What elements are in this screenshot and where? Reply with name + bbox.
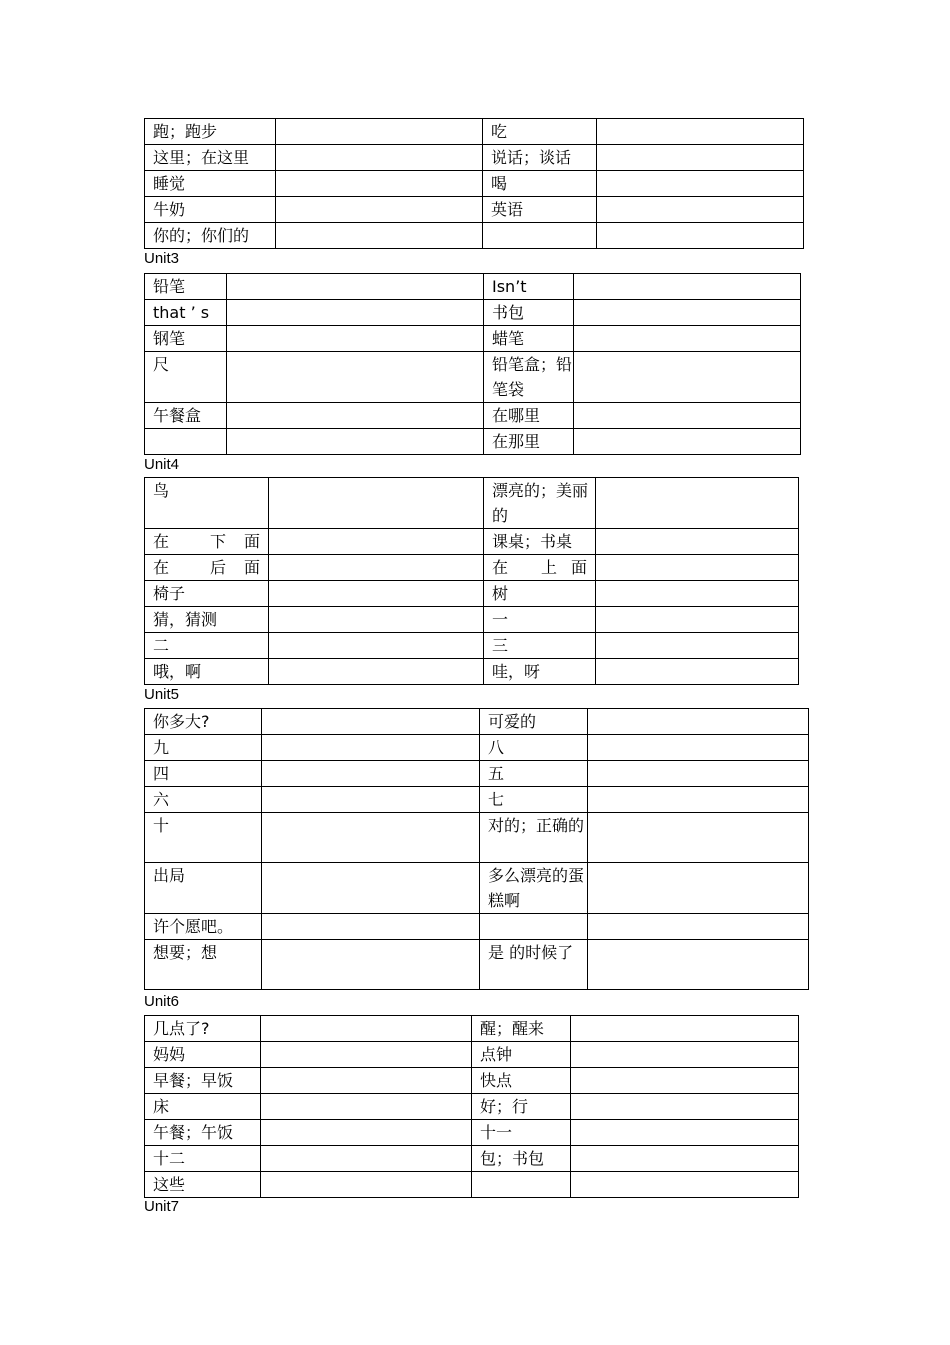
- chinese-cell: 在 上面: [484, 555, 596, 581]
- chinese-cell: 四: [145, 761, 262, 787]
- answer-cell[interactable]: [269, 529, 484, 555]
- table-row: [145, 659, 799, 685]
- answer-cell[interactable]: [571, 1120, 799, 1146]
- chinese-cell: 在 后面: [145, 555, 269, 581]
- table-row: [145, 914, 809, 940]
- chinese-cell: 早餐；早饭: [145, 1068, 261, 1094]
- chinese-cell: 想要；想: [145, 940, 262, 990]
- answer-cell[interactable]: [262, 914, 480, 940]
- answer-cell[interactable]: [596, 529, 799, 555]
- answer-cell[interactable]: [588, 735, 809, 761]
- answer-cell[interactable]: [588, 863, 809, 914]
- answer-cell[interactable]: [269, 555, 484, 581]
- answer-cell[interactable]: [588, 813, 809, 863]
- chinese-cell: 英语: [483, 197, 597, 223]
- chinese-cell: 快点: [472, 1068, 571, 1094]
- chinese-cell: 可爱的: [480, 709, 588, 735]
- chinese-cell: 你的；你们的: [145, 223, 276, 249]
- chinese-cell: 跑；跑步: [145, 119, 276, 145]
- chinese-cell: 在 下面: [145, 529, 269, 555]
- chinese-cell: 妈妈: [145, 1042, 261, 1068]
- answer-cell[interactable]: [227, 274, 484, 300]
- chinese-cell: 这些: [145, 1172, 261, 1198]
- chinese-cell: 鸟: [145, 478, 269, 529]
- chinese-cell: 书包: [484, 300, 574, 326]
- table-row: [145, 555, 799, 581]
- chinese-cell: 这里；在这里: [145, 145, 276, 171]
- table-row: [145, 761, 809, 787]
- chinese-cell: 醒；醒来: [472, 1016, 571, 1042]
- table-row: [145, 274, 801, 300]
- table-row: [145, 352, 801, 403]
- answer-cell[interactable]: [276, 119, 483, 145]
- chinese-cell: 好；行: [472, 1094, 571, 1120]
- unit-title: Unit6: [144, 993, 180, 1010]
- answer-cell[interactable]: [276, 171, 483, 197]
- answer-cell[interactable]: [588, 914, 809, 940]
- unit-title: Unit7: [144, 1198, 180, 1215]
- chinese-cell: 蜡笔: [484, 326, 574, 352]
- chinese-cell: 喝: [483, 171, 597, 197]
- chinese-cell: 五: [480, 761, 588, 787]
- chinese-cell: 猜，猜测: [145, 607, 269, 633]
- chinese-cell: 你多大?: [145, 709, 262, 735]
- chinese-cell: 牛奶: [145, 197, 276, 223]
- table-row: [145, 735, 809, 761]
- chinese-cell: 十一: [472, 1120, 571, 1146]
- answer-cell[interactable]: [571, 1146, 799, 1172]
- answer-cell[interactable]: [227, 326, 484, 352]
- answer-cell[interactable]: [596, 607, 799, 633]
- answer-cell[interactable]: [571, 1094, 799, 1120]
- table-row: [145, 1094, 799, 1120]
- answer-cell[interactable]: [227, 300, 484, 326]
- answer-cell[interactable]: [597, 197, 804, 223]
- answer-cell[interactable]: [262, 735, 480, 761]
- chinese-cell: 十: [145, 813, 262, 863]
- answer-cell[interactable]: [262, 940, 480, 990]
- table-row: [145, 813, 809, 863]
- answer-cell[interactable]: [261, 1172, 472, 1198]
- answer-cell[interactable]: [596, 659, 799, 685]
- table-row: [145, 633, 799, 659]
- answer-cell[interactable]: [262, 761, 480, 787]
- chinese-cell: 吃: [483, 119, 597, 145]
- table-row: [145, 145, 804, 171]
- table-row: [145, 529, 799, 555]
- unit-title: Unit4: [144, 456, 180, 473]
- answer-cell[interactable]: [574, 326, 801, 352]
- answer-cell[interactable]: [227, 403, 484, 429]
- answer-cell[interactable]: [261, 1042, 472, 1068]
- unit-title: Unit3: [144, 250, 180, 267]
- answer-cell[interactable]: [276, 197, 483, 223]
- chinese-cell: 十二: [145, 1146, 261, 1172]
- table-row: [145, 787, 809, 813]
- chinese-cell: 睡觉: [145, 171, 276, 197]
- table-row: [145, 1146, 799, 1172]
- chinese-cell: 铅笔: [145, 274, 227, 300]
- answer-cell[interactable]: [262, 813, 480, 863]
- chinese-cell: 哦，啊: [145, 659, 269, 685]
- chinese-cell: [145, 429, 227, 455]
- table-row: [145, 197, 804, 223]
- answer-cell[interactable]: [269, 659, 484, 685]
- table-row: [145, 478, 799, 529]
- answer-cell[interactable]: [262, 787, 480, 813]
- table-row: [145, 940, 809, 990]
- table-row: [145, 223, 804, 249]
- answer-cell[interactable]: [262, 863, 480, 914]
- answer-cell[interactable]: [574, 403, 801, 429]
- answer-cell[interactable]: [596, 478, 799, 529]
- chinese-cell: 课桌；书桌: [484, 529, 596, 555]
- table-row: [145, 709, 809, 735]
- answer-cell[interactable]: [269, 478, 484, 529]
- answer-cell[interactable]: [596, 581, 799, 607]
- table-row: [145, 1172, 799, 1198]
- table-row: [145, 1068, 799, 1094]
- answer-cell[interactable]: [588, 787, 809, 813]
- answer-cell[interactable]: [574, 352, 801, 403]
- chinese-cell: [483, 223, 597, 249]
- chinese-cell: 出局: [145, 863, 262, 914]
- table-row: [145, 1042, 799, 1068]
- chinese-cell: 几点了?: [145, 1016, 261, 1042]
- answer-cell[interactable]: [269, 607, 484, 633]
- answer-cell[interactable]: [261, 1120, 472, 1146]
- chinese-cell: 在那里: [484, 429, 574, 455]
- chinese-cell: 点钟: [472, 1042, 571, 1068]
- answer-cell[interactable]: [261, 1146, 472, 1172]
- answer-cell[interactable]: [269, 581, 484, 607]
- chinese-cell: [472, 1172, 571, 1198]
- chinese-cell: [480, 914, 588, 940]
- answer-cell[interactable]: [597, 145, 804, 171]
- answer-cell[interactable]: [571, 1172, 799, 1198]
- table-row: [145, 300, 801, 326]
- answer-cell[interactable]: [597, 171, 804, 197]
- chinese-cell: that ’ s: [145, 300, 227, 326]
- answer-cell[interactable]: [262, 709, 480, 735]
- answer-cell[interactable]: [574, 274, 801, 300]
- chinese-cell: 午餐盒: [145, 403, 227, 429]
- answer-cell[interactable]: [596, 633, 799, 659]
- vocab-table-unit5: [144, 708, 809, 990]
- chinese-cell: 九: [145, 735, 262, 761]
- chinese-cell: 三: [484, 633, 596, 659]
- answer-cell[interactable]: [588, 709, 809, 735]
- chinese-cell: 午餐；午饭: [145, 1120, 261, 1146]
- chinese-cell: 在哪里: [484, 403, 574, 429]
- answer-cell[interactable]: [588, 761, 809, 787]
- table-row: [145, 1120, 799, 1146]
- chinese-cell: 钢笔: [145, 326, 227, 352]
- chinese-cell: 树: [484, 581, 596, 607]
- table-row: [145, 403, 801, 429]
- chinese-cell: 哇，呀: [484, 659, 596, 685]
- chinese-cell: 床: [145, 1094, 261, 1120]
- answer-cell[interactable]: [596, 555, 799, 581]
- chinese-cell: 一: [484, 607, 596, 633]
- answer-cell[interactable]: [261, 1016, 472, 1042]
- table-row: [145, 581, 799, 607]
- chinese-cell: 铅笔盒；铅笔袋: [484, 352, 574, 403]
- answer-cell[interactable]: [571, 1042, 799, 1068]
- table-row: [145, 429, 801, 455]
- chinese-cell: 椅子: [145, 581, 269, 607]
- chinese-cell: 对的；正确的: [480, 813, 588, 863]
- answer-cell[interactable]: [574, 429, 801, 455]
- answer-cell[interactable]: [597, 119, 804, 145]
- chinese-cell: 七: [480, 787, 588, 813]
- chinese-cell: 许个愿吧。: [145, 914, 262, 940]
- vocab-table-unit4: [144, 477, 799, 685]
- chinese-cell: 多么漂亮的蛋糕啊: [480, 863, 588, 914]
- chinese-cell: 二: [145, 633, 269, 659]
- chinese-cell: 漂亮的；美丽的: [484, 478, 596, 529]
- chinese-cell: 尺: [145, 352, 227, 403]
- table-row: [145, 171, 804, 197]
- table-row: [145, 119, 804, 145]
- vocab-table-unit6: [144, 1015, 799, 1198]
- answer-cell[interactable]: [588, 940, 809, 990]
- answer-cell[interactable]: [574, 300, 801, 326]
- vocab-table-unit3: [144, 273, 801, 455]
- answer-cell[interactable]: [276, 223, 483, 249]
- answer-cell[interactable]: [571, 1016, 799, 1042]
- table-row: [145, 607, 799, 633]
- answer-cell[interactable]: [269, 633, 484, 659]
- chinese-cell: 八: [480, 735, 588, 761]
- chinese-cell: 是 的时候了: [480, 940, 588, 990]
- answer-cell[interactable]: [571, 1068, 799, 1094]
- answer-cell[interactable]: [261, 1068, 472, 1094]
- table-row: [145, 326, 801, 352]
- chinese-cell: 说话；谈话: [483, 145, 597, 171]
- chinese-cell: 六: [145, 787, 262, 813]
- vocab-table-unit2: [144, 118, 804, 249]
- chinese-cell: Isn’t: [484, 274, 574, 300]
- answer-cell[interactable]: [276, 145, 483, 171]
- answer-cell[interactable]: [227, 429, 484, 455]
- table-row: [145, 1016, 799, 1042]
- chinese-cell: 包；书包: [472, 1146, 571, 1172]
- unit-title: Unit5: [144, 686, 180, 703]
- answer-cell[interactable]: [227, 352, 484, 403]
- table-row: [145, 863, 809, 914]
- answer-cell[interactable]: [261, 1094, 472, 1120]
- answer-cell[interactable]: [597, 223, 804, 249]
